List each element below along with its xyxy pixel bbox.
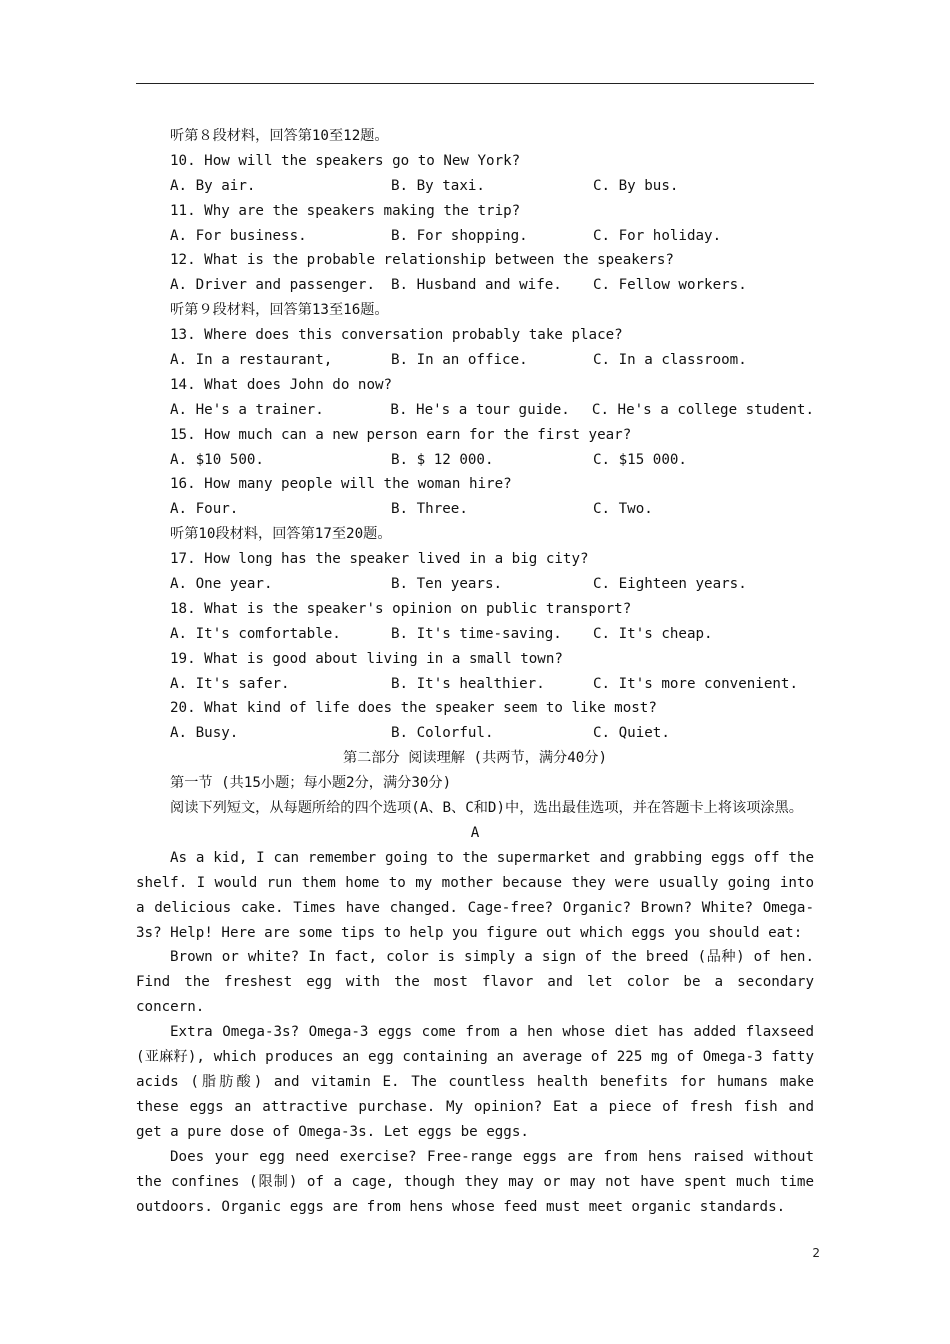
- option-b: B. Husband and wife.: [391, 277, 562, 294]
- passage-paragraph-1: As a kid, I can remember going to the supermarket and grabbing eggs off the shelf. I would run them home to my mother because they were usually going into a delicious cake. Times have changed. Cage-free? Organic? Brown? White? Omega-3s? Help! Here are some tips to help you figure out which eggs you should eat:: [136, 849, 814, 941]
- passage-paragraph-4: Does your egg need exercise? Free-range eggs are from hens raised without the confines (限制) of a cage, though they may or may not have spent much time outdoors. Organic eggs are from hens whose feed must meet organic standards.: [136, 1148, 814, 1215]
- options-19: [136, 672, 814, 697]
- options-12: [136, 273, 814, 298]
- option-a: A. Four.: [170, 501, 239, 518]
- option-c: C. He's a college student.: [591, 401, 814, 418]
- option-b: B. $ 12 000.: [391, 451, 494, 468]
- question-18: 18. What is the speaker's opinion on public transport?: [170, 600, 632, 617]
- option-b: B. Ten years.: [391, 576, 503, 593]
- option-a: A. In a restaurant,: [170, 352, 333, 369]
- option-b: B. In an office.: [391, 352, 528, 369]
- question-16: 16. How many people will the woman hire?: [170, 476, 512, 493]
- subsection-title: 第一节 (共15小题；每小题2分，满分30分): [170, 775, 452, 792]
- option-a: A. He's a trainer.: [170, 401, 324, 418]
- passage-title: A: [470, 824, 480, 841]
- question-20: 20. What kind of life does the speaker seem to like most?: [170, 700, 657, 717]
- instruction-line: 听第９段材料，回答第13至16题。: [170, 302, 389, 319]
- question-10: 10. How will the speakers go to New York?: [170, 152, 521, 169]
- option-b: B. It's healthier.: [391, 675, 545, 692]
- question-17: 17. How long has the speaker lived in a big city?: [170, 551, 589, 568]
- option-a: A. One year.: [170, 576, 273, 593]
- options-18: [136, 622, 814, 647]
- page-number: 2: [812, 1246, 820, 1260]
- option-a: A. For business.: [170, 227, 307, 244]
- options-20: [136, 721, 814, 746]
- option-c: C. Eighteen years.: [593, 576, 747, 593]
- question-19: 19. What is good about living in a small town?: [170, 650, 563, 667]
- option-c: C. Fellow workers.: [593, 277, 747, 294]
- options-15: [136, 448, 814, 473]
- question-15: 15. How much can a new person earn for the first year?: [170, 426, 632, 443]
- option-c: C. $15 000.: [593, 451, 687, 468]
- option-a: A. Driver and passenger.: [170, 277, 375, 294]
- option-a: A. By air.: [170, 177, 256, 194]
- option-c: C. Two.: [593, 501, 653, 518]
- option-b: B. For shopping.: [391, 227, 528, 244]
- passage-paragraph-3: Extra Omega-3s? Omega-3 eggs come from a hen whose diet has added flaxseed (亚麻籽), which produces an egg containing an average of 225 mg of Omega-3 fatty acids (脂肪酸) and vitamin E. The countless health benefits for humans make these eggs an attractive purchase. My opinion? Eat a piece of fresh fish and get a pure dose of Omega-3s. Let eggs be eggs.: [136, 1024, 814, 1140]
- option-a: A. Busy.: [170, 725, 239, 742]
- option-c: C. In a classroom.: [593, 352, 747, 369]
- options-17: [136, 572, 814, 597]
- option-b: B. He's a tour guide.: [390, 401, 570, 418]
- option-a: A. It's comfortable.: [170, 625, 341, 642]
- question-11: 11. Why are the speakers making the trip?: [170, 202, 521, 219]
- option-a: A. $10 500.: [170, 451, 264, 468]
- option-c: C. By bus.: [593, 177, 679, 194]
- section-title: 第二部分 阅读理解 (共两节，满分40分): [342, 750, 608, 767]
- options-14: [136, 398, 814, 423]
- option-c: C. It's more convenient.: [593, 675, 798, 692]
- option-b: B. It's time-saving.: [391, 625, 562, 642]
- instruction-line: 听第10段材料，回答第17至20题。: [170, 526, 392, 543]
- option-c: C. It's cheap.: [593, 625, 713, 642]
- passage-paragraph-2: Brown or white? In fact, color is simply a sign of the breed (品种) of hen. Find the freshest egg with the most flavor and let color be a secondary concern.: [136, 949, 814, 1016]
- options-10: [136, 174, 814, 199]
- question-14: 14. What does John do now?: [170, 376, 393, 393]
- option-b: B. Colorful.: [391, 725, 494, 742]
- options-11: [136, 224, 814, 249]
- option-c: C. Quiet.: [593, 725, 670, 742]
- option-c: C. For holiday.: [593, 227, 722, 244]
- options-13: [136, 348, 814, 373]
- reading-instruction: 阅读下列短文，从每题所给的四个选项(A、B、C和D)中，选出最佳选项，并在答题卡上将该项涂黑。: [170, 800, 803, 817]
- option-b: B. By taxi.: [391, 177, 485, 194]
- instruction-line: 听第８段材料，回答第10至12题。: [170, 128, 389, 144]
- header-rule: [136, 83, 814, 84]
- page-content: [136, 124, 814, 1219]
- options-16: [136, 497, 814, 522]
- question-12: 12. What is the probable relationship between the speakers?: [170, 252, 674, 269]
- option-b: B. Three.: [391, 501, 468, 518]
- option-a: A. It's safer.: [170, 675, 290, 692]
- question-13: 13. Where does this conversation probably take place?: [170, 327, 623, 344]
